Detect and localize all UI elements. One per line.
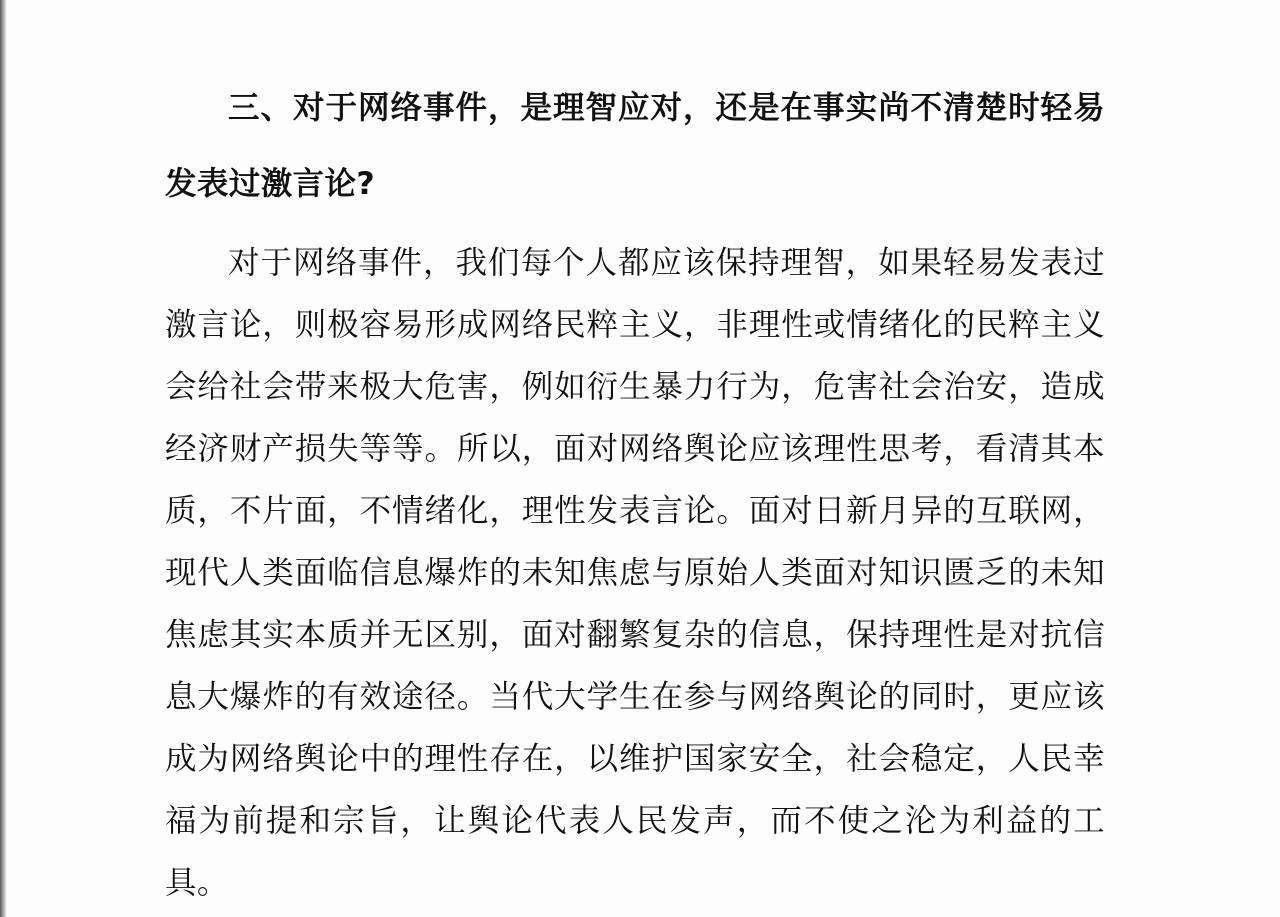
document-body [165, 70, 1105, 914]
section-heading: 三、对于网络事件，是理智应对，还是在事实尚不清楚时轻易发表过激言论? [165, 90, 1105, 202]
body-paragraph: 对于网络事件，我们每个人都应该保持理智，如果轻易发表过激言论，则极容易形成网络民粹主义，非理性或情绪化的民粹主义会给社会带来极大危害，例如衍生暴力行为，危害社会治安，造成经济财产损失等等。所以，面对网络舆论应该理性思考，看清其本质，不片面，不情绪化，理性发表言论。面对日新月异的互联网，现代人类面临信息爆炸的未知焦虑与原始人类面对知识匮乏的未知焦虑其实本质并无区别，面对翻繁复杂的信息，保持理性是对抗信息大爆炸的有效途径。当代大学生在参与网络舆论的同时，更应该成为网络舆论中的理性存在，以维护国家安全，社会稳定，人民幸福为前提和宗旨，让舆论代表人民发声，而不使之沦为利益的工具。 [165, 245, 1105, 901]
scan-edge-shadow [0, 0, 7, 917]
